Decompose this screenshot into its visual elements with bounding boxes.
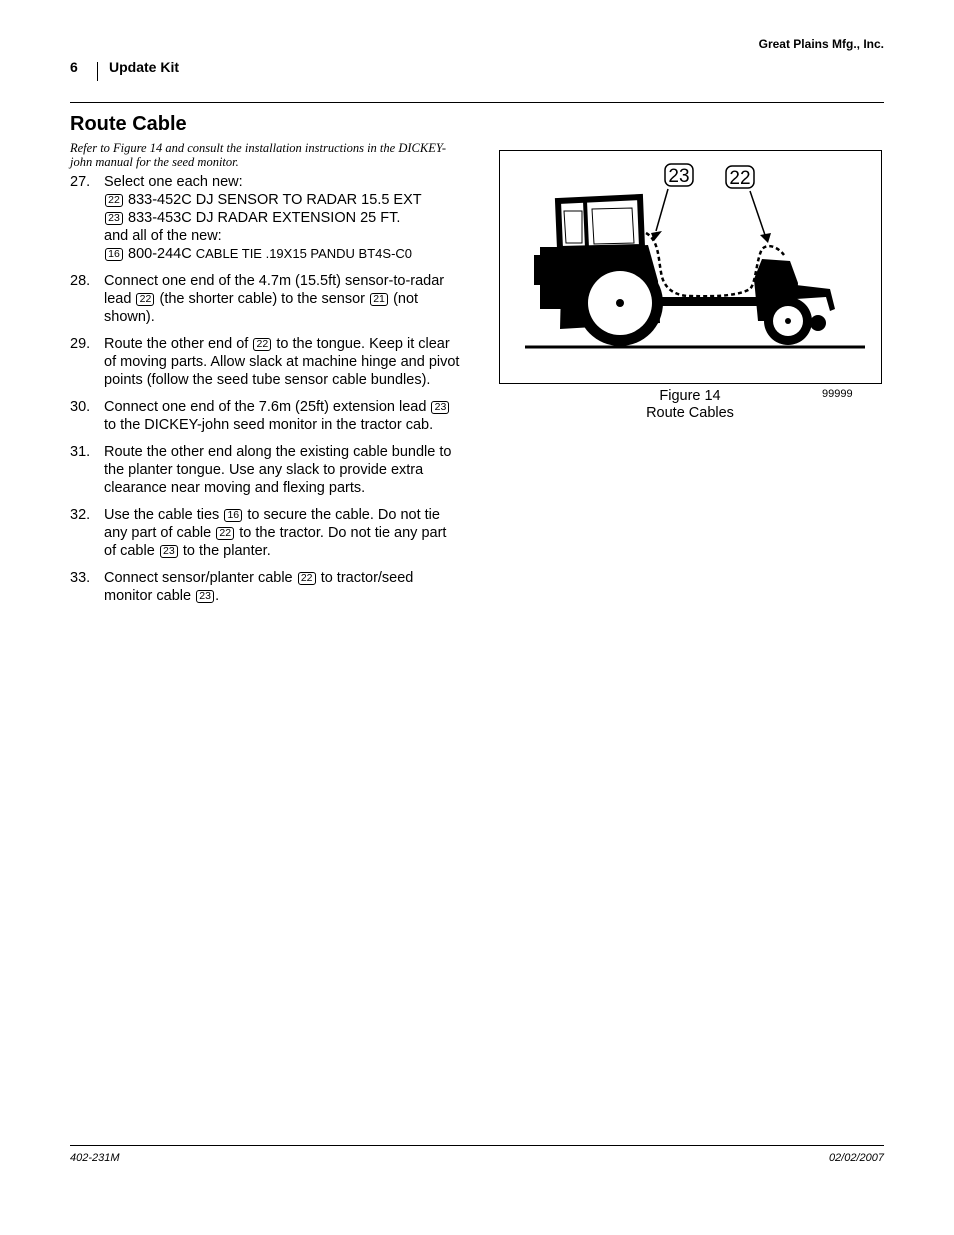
step-text: to the tractor. Do not tie any part of cable (104, 525, 447, 559)
step-number: 32. (70, 507, 91, 523)
section-title: Update Kit (109, 59, 179, 75)
step-text: . (215, 588, 220, 604)
part-line (104, 191, 460, 209)
step-31 (70, 443, 460, 497)
step-text: to tractor/seed monitor cable (104, 570, 414, 604)
part-description: CABLE TIE .19X15 PANDU BT4S-C0 (195, 246, 413, 261)
step-text: Connect sensor/planter cable (104, 570, 293, 586)
tractor-hood (540, 247, 562, 309)
step-32 (70, 506, 460, 560)
arrow-head (760, 233, 771, 243)
ref-number: 22 (136, 293, 154, 306)
step-33 (70, 569, 460, 605)
step-number: 30. (70, 399, 91, 415)
step-text: to secure the cable. Do not tie any part of cable (104, 507, 440, 541)
figure-number: Figure 14 (659, 388, 721, 404)
header-separator (97, 62, 98, 81)
ref-number: 16 (105, 248, 123, 261)
figure-14 (499, 150, 882, 384)
part-line (104, 209, 460, 227)
step-28 (70, 272, 460, 326)
planter-tongue (660, 297, 770, 306)
step-text: Connect one end of the 4.7m (15.5ft) sensor-to-radar lead (104, 273, 445, 307)
step-text: (the shorter cable) to the sensor (159, 291, 366, 307)
callout-leader (750, 191, 765, 235)
step-number: 33. (70, 570, 91, 586)
tractor-planter-illustration (500, 151, 881, 383)
step-text: Use the cable ties (104, 507, 220, 523)
intro-text: Refer to Figure 14 and consult the installation instructions in the DICKEY-john manual for the seed monitor. (70, 141, 447, 169)
header-rule (70, 102, 884, 103)
step-27 (70, 173, 460, 263)
ref-number: 22 (216, 527, 234, 540)
step-text: to the planter. (182, 543, 271, 559)
step-number: 31. (70, 444, 91, 460)
ref-number: 22 (253, 338, 271, 351)
step-30 (70, 398, 460, 434)
figure-id: 99999 (822, 388, 853, 400)
ref-number: 22 (298, 572, 316, 585)
ref-number: 23 (196, 590, 214, 603)
tractor-cab (558, 197, 642, 249)
callout-leader (656, 189, 668, 231)
ref-number: 23 (431, 401, 449, 414)
part-line (104, 245, 460, 263)
ref-number: 22 (105, 194, 123, 207)
step-text: to the DICKEY-john seed monitor in the tractor cab. (104, 417, 434, 433)
part-text: 833-453C DJ RADAR EXTENSION 25 FT. (128, 210, 401, 226)
ref-number: 23 (160, 545, 178, 558)
step-29 (70, 335, 460, 389)
step-text: to the tongue. Keep it clear of moving parts. Allow slack at machine hinge and pivot points (follow the seed tube sensor cable bundles). (104, 336, 460, 388)
page-title: Route Cable (70, 113, 187, 135)
step-text: (not shown). (104, 291, 419, 325)
document-number: 402-231M (70, 1152, 120, 1164)
step-text: Route the other end along the existing cable bundle to the planter tongue. Use any slack to provide extra clearance near moving and flexing parts. (104, 444, 452, 496)
step-number: 28. (70, 273, 91, 289)
footer-rule (70, 1145, 884, 1146)
figure-title: Route Cables (646, 405, 734, 421)
figure-caption (600, 388, 780, 422)
document-date: 02/02/2007 (828, 1152, 884, 1164)
step-number: 27. (70, 174, 91, 190)
company-name: Great Plains Mfg., Inc. (758, 37, 884, 51)
part-text: 833-452C DJ SENSOR TO RADAR 15.5 EXT (128, 192, 422, 208)
step-number: 29. (70, 336, 91, 352)
ref-number: 21 (370, 293, 388, 306)
callout-23: 23 (668, 166, 690, 187)
step-text: and all of the new: (104, 228, 222, 244)
page-number: 6 (70, 59, 78, 75)
part-number: 800-244C (128, 246, 192, 262)
step-list (70, 173, 460, 614)
step-text: Connect one end of the 7.6m (25ft) extension lead (104, 399, 427, 415)
ref-number: 16 (224, 509, 242, 522)
callout-22: 22 (729, 168, 751, 189)
ref-number: 23 (105, 212, 123, 225)
step-text: Select one each new: (104, 174, 243, 190)
step-text: Route the other end of (104, 336, 249, 352)
